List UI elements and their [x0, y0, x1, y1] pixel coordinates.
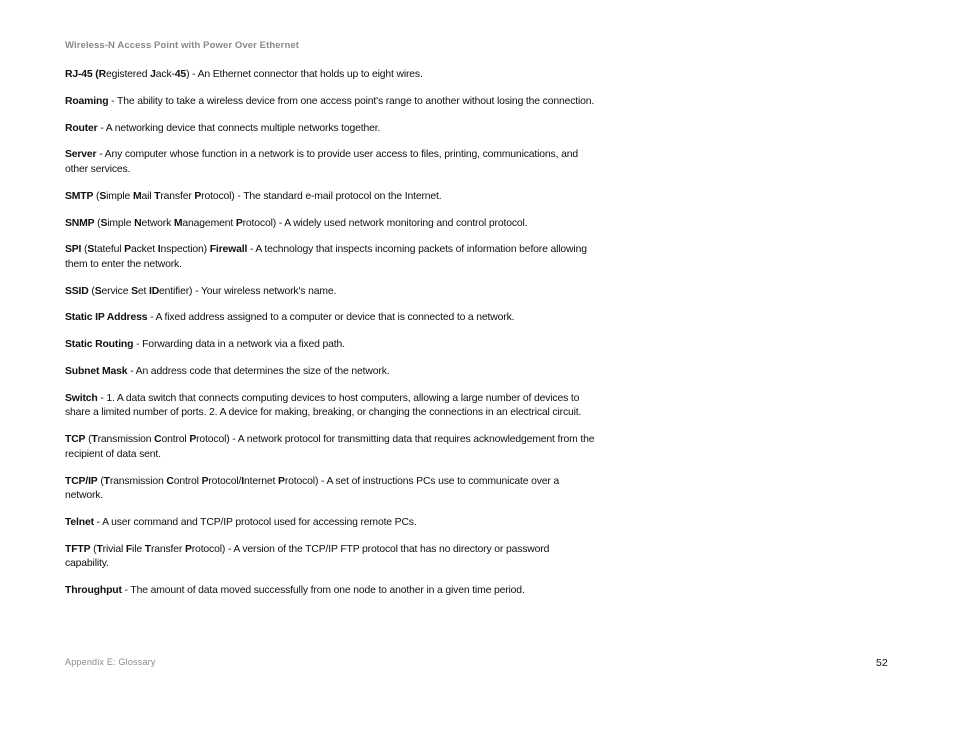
definition-text: etwork: [141, 217, 174, 229]
definition-text: ransfer: [160, 190, 195, 202]
glossary-term: SPI: [65, 244, 82, 256]
glossary-entry: [65, 433, 595, 462]
page-number: 52: [876, 657, 888, 669]
definition-text: - An address code that determines the size of the network.: [127, 366, 390, 377]
definition-text: nspection): [160, 244, 210, 256]
glossary-entry: [65, 148, 595, 177]
definition-text: entifier) - Your wireless network's name.: [159, 285, 337, 297]
glossary-entry: [65, 338, 595, 353]
definition-text: ervice: [101, 285, 132, 297]
glossary-term: Router: [65, 122, 98, 134]
definition-bold-text: T: [91, 434, 98, 446]
definition-text: rotocol) - A network protocol for transmitting data that requires acknowledgement from the recipient of data sent.: [65, 434, 595, 460]
definition-bold-text: T: [144, 543, 151, 555]
definition-text: - Forwarding data in a network via a fixed path.: [133, 339, 345, 351]
glossary-entry: [65, 243, 595, 272]
definition-bold-text: P: [184, 543, 192, 555]
glossary-entry: [65, 311, 595, 326]
definition-text: imple: [106, 190, 133, 202]
definition-text: rotocol) - A version of the TCP/IP FTP protocol that has no directory or password capability.: [65, 543, 550, 570]
glossary-term: SMTP: [65, 190, 94, 202]
definition-text: ransfer: [150, 543, 185, 555]
definition-text: - 1. A data switch that connects computing devices to host computers, allowing a large number of devices to share a limited number of ports. 2. A device for making, breaking, or changing the connections in an electrical circuit.: [65, 392, 582, 419]
definition-text: (: [88, 285, 95, 297]
definition-bold-text: I: [241, 475, 244, 487]
glossary-term: TCP: [65, 434, 86, 446]
glossary-entry: [65, 95, 595, 110]
definition-bold-text: P: [201, 475, 209, 487]
definition-text: ransmission: [109, 475, 167, 487]
definition-text: (: [81, 244, 88, 256]
definition-text: - A networking device that connects multiple networks together.: [97, 122, 381, 134]
definition-bold-text: F: [125, 543, 133, 555]
glossary-term: RJ-45: [65, 69, 93, 80]
definition-text: - A user command and TCP/IP protocol used for accessing remote PCs.: [93, 516, 417, 528]
glossary-term: TCP/IP: [65, 475, 98, 487]
definition-text: - A fixed address assigned to a computer or device that is connected to a network.: [147, 312, 515, 324]
glossary-term: SNMP: [65, 217, 95, 229]
definition-bold-text: S: [87, 244, 95, 256]
definition-text: - The amount of data moved successfully from one node to another in a given time period.: [121, 585, 525, 597]
glossary-term: Static Routing: [65, 339, 134, 351]
glossary-entry: [65, 516, 595, 531]
definition-bold-text: N: [134, 217, 142, 229]
glossary-entry: [65, 190, 595, 205]
definition-text: (: [85, 434, 92, 446]
definition-bold-text: P: [189, 434, 197, 446]
glossary-entry: [65, 392, 595, 421]
definition-bold-text: 45: [174, 69, 187, 80]
glossary-list: [65, 68, 595, 611]
glossary-entry: [65, 217, 595, 232]
glossary-entry: [65, 543, 595, 572]
glossary-entry: [65, 122, 595, 137]
definition-text: ontrol: [173, 475, 202, 487]
definition-text: acket: [130, 244, 158, 256]
definition-text: (: [94, 217, 101, 229]
definition-bold-text: T: [103, 475, 110, 487]
glossary-entry: [65, 68, 595, 83]
glossary-term: Static IP Address: [65, 312, 148, 324]
glossary-term: TFTP: [65, 543, 91, 555]
definition-bold-text: S: [131, 285, 138, 297]
definition-text: tateful: [94, 244, 125, 256]
definition-bold-text: P: [235, 217, 243, 229]
definition-text: ) - An Ethernet connector that holds up to eight wires.: [186, 69, 423, 80]
definition-bold-text: J: [150, 69, 156, 80]
definition-text: egistered: [105, 69, 151, 80]
glossary-entry: [65, 584, 595, 599]
definition-text: ransmission: [97, 434, 155, 446]
definition-bold-text: M: [173, 217, 183, 229]
page-header-title: Wireless-N Access Point with Power Over Ethernet: [65, 40, 300, 51]
definition-text: (: [90, 543, 97, 555]
definition-bold-text: S: [94, 285, 102, 297]
definition-text: - A technology that inspects incoming packets of information before allowing them to enter the network.: [65, 244, 587, 270]
glossary-term: Telnet: [65, 516, 94, 528]
definition-bold-text: T: [96, 543, 103, 555]
glossary-term: Switch: [65, 392, 98, 404]
definition-text: et: [137, 285, 149, 297]
definition-text: ail: [141, 190, 155, 202]
definition-text: ile: [132, 543, 145, 555]
definition-text: - The ability to take a wireless device from one access point's range to another without losing the connection.: [108, 95, 595, 107]
definition-text: (: [93, 190, 100, 202]
definition-bold-text: R: [98, 69, 106, 80]
glossary-term: Throughput: [65, 585, 122, 597]
definition-text: rotocol) - A set of instructions PCs use to communicate over a network.: [65, 475, 560, 502]
definition-bold-text: ID: [148, 285, 160, 297]
glossary-term: Subnet Mask: [65, 366, 128, 377]
definition-bold-text: (: [92, 69, 99, 80]
definition-text: ack-: [155, 69, 175, 80]
glossary-entry: [65, 365, 595, 380]
definition-text: anagement: [182, 217, 236, 229]
definition-bold-text: C: [154, 434, 162, 446]
definition-text: rivial: [102, 543, 126, 555]
definition-bold-text: P: [124, 244, 131, 256]
glossary-term: SSID: [65, 285, 89, 297]
definition-bold-text: M: [132, 190, 142, 202]
definition-text: nternet: [244, 475, 279, 487]
definition-text: rotocol) - A widely used network monitoring and control protocol.: [242, 217, 528, 229]
definition-text: ontrol: [161, 434, 190, 446]
definition-text: rotocol) - The standard e-mail protocol on the Internet.: [201, 190, 442, 202]
definition-bold-text: P: [194, 190, 202, 202]
definition-bold-text: P: [278, 475, 285, 487]
glossary-entry: [65, 285, 595, 300]
definition-bold-text: Firewall: [209, 244, 248, 256]
definition-bold-text: I: [157, 244, 161, 256]
footer-section-label: Appendix E: Glossary: [65, 657, 156, 667]
definition-bold-text: C: [166, 475, 174, 487]
glossary-term: Roaming: [65, 95, 109, 107]
definition-text: (: [97, 475, 104, 487]
definition-bold-text: S: [99, 190, 107, 202]
glossary-term: Server: [65, 149, 97, 161]
definition-bold-text: T: [154, 190, 161, 202]
definition-bold-text: S: [100, 217, 108, 229]
glossary-entry: [65, 475, 595, 504]
definition-text: imple: [107, 217, 135, 229]
definition-text: - Any computer whose function in a network is to provide user access to files, printing, communications, and other services.: [65, 149, 578, 175]
definition-text: rotocol/: [208, 475, 242, 487]
